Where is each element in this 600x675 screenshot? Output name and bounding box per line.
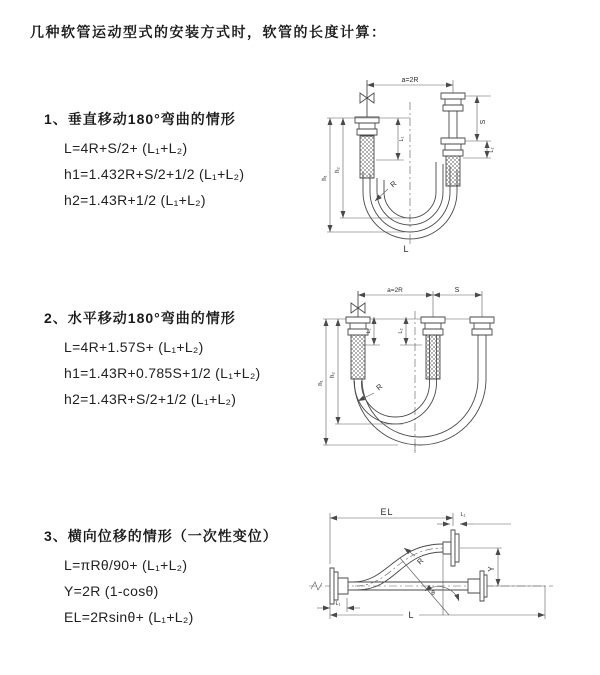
- formula-line: h1=1.432R+S/2+1/2 (L₁+L₂): [64, 166, 245, 182]
- dimension-l2: [463, 141, 495, 158]
- diagram-vertical-u-bend: [315, 72, 595, 257]
- formula-line: L=4R+S/2+ (L₁+L₂): [64, 140, 188, 156]
- dim-label-a2r: a=2R: [401, 77, 419, 84]
- diagram-horizontal-u-bend: [318, 283, 595, 473]
- braid-section: [446, 156, 460, 186]
- dimension-l1: [376, 118, 405, 160]
- dimension-l: [330, 586, 545, 620]
- horizontal-u-bend-drawing: [318, 283, 595, 473]
- braid-section: [351, 335, 365, 379]
- dimension-l1-bottom: [317, 598, 360, 612]
- dim-label-r: R: [388, 178, 399, 190]
- angle-theta: [400, 555, 459, 615]
- formula-line: L=4R+1.57S+ (L₁+L₂): [64, 339, 204, 355]
- section-vertical-movement: [44, 109, 314, 219]
- dimension-el: [330, 507, 453, 564]
- section-1-heading: 1、垂直移动180°弯曲的情形: [44, 111, 236, 127]
- braid-section: [360, 136, 374, 178]
- dim-label-l1-top: L₁: [460, 512, 466, 518]
- formula-line: L=πRθ/90+ (L₁+L₂): [64, 557, 188, 573]
- dim-label-h2: h₂: [335, 167, 341, 173]
- flange-right-lower: [441, 138, 465, 156]
- dim-label-s: S: [480, 119, 487, 125]
- dimension-s: [465, 96, 491, 141]
- radius-callout: [375, 179, 399, 201]
- dim-label-theta: θ: [431, 590, 435, 597]
- valve-icon: [360, 80, 374, 117]
- flange-left: [330, 568, 348, 604]
- dimension-s: [433, 287, 482, 295]
- flange-left: [355, 117, 379, 135]
- dim-label-l2: L₂: [489, 147, 495, 153]
- dim-label-h1: h₁: [318, 380, 324, 386]
- dim-label-r: R: [374, 381, 385, 393]
- formula-line: h1=1.43R+0.785S+1/2 (L₁+L₂): [64, 365, 261, 381]
- section-horizontal-movement: [44, 308, 314, 418]
- dim-label-el: EL: [380, 507, 394, 517]
- dim-label-r: R: [415, 556, 426, 567]
- dim-label-h1: h₁: [322, 175, 328, 181]
- section-3-heading: 3、横向位移的情形（一次性变位）: [44, 528, 278, 544]
- section-lateral-displacement: [44, 526, 314, 636]
- dimension-l2: [398, 317, 422, 345]
- dim-label-y: Y: [487, 566, 496, 572]
- flange-right-moved: [470, 317, 494, 335]
- page-title: 几种软管运动型式的安装方式时，软管的长度计算：: [30, 24, 387, 40]
- dim-label-l1: L₁: [399, 136, 405, 142]
- vertical-u-bend-drawing: [315, 72, 595, 257]
- dim-label-l1: L₁: [366, 328, 372, 334]
- dim-label-l1-bottom: L₁: [335, 601, 341, 607]
- dimension-a2r: [358, 287, 482, 317]
- dim-label-l: L: [403, 244, 409, 254]
- lateral-displacement-drawing: [303, 503, 598, 655]
- dim-label-h2: h₂: [330, 372, 336, 378]
- flange-middle: [421, 317, 445, 335]
- hose-body: [354, 335, 486, 445]
- dimension-a2r: [367, 77, 453, 85]
- dim-label-l2: L₂: [398, 328, 404, 334]
- centerline-break: [311, 582, 322, 590]
- diagram-lateral-displacement: [303, 503, 598, 655]
- radius-callout: [404, 548, 426, 566]
- dim-label-a2r: a=2R: [387, 287, 403, 294]
- formula-line: h2=1.43R+S/2+1/2 (L₁+L₂): [64, 391, 237, 407]
- dim-label-l: L: [408, 610, 414, 620]
- braid-section: [426, 335, 440, 379]
- formula-line: Y=2R (1-cosθ): [64, 583, 159, 599]
- section-2-heading: 2、水平移动180°弯曲的情形: [44, 310, 236, 326]
- formula-line: EL=2Rsinθ+ (L₁+L₂): [64, 609, 194, 625]
- dim-label-s: S: [454, 287, 460, 294]
- flange-right-upper: [441, 80, 465, 111]
- formula-line: h2=1.43R+1/2 (L₁+L₂): [64, 192, 206, 208]
